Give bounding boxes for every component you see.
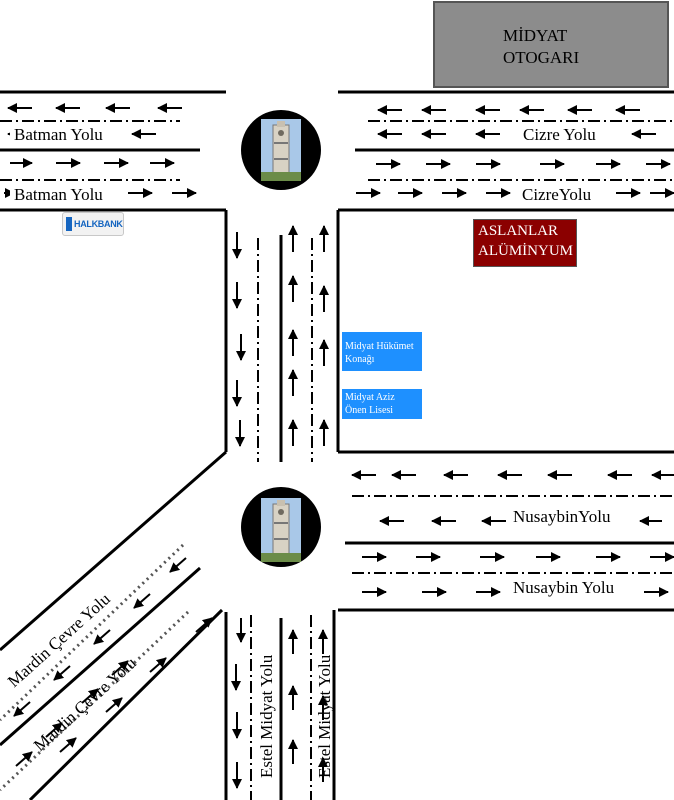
road-label-estel-left: Estel Midyat Yolu <box>257 654 276 778</box>
roundabout-north <box>241 110 321 190</box>
hukumet-label-line-1: Midyat Hükümet <box>345 341 414 352</box>
road-label-nusaybin-top: NusaybinYolu <box>513 507 611 526</box>
hukumet-konagi-building <box>342 332 422 371</box>
aslanlar-aluminyum-shop <box>473 219 577 267</box>
road-label-estel-right: Estel Midyat Yolu <box>315 654 334 778</box>
road-label-cizre-bottom: CizreYolu <box>522 185 592 204</box>
aslanlar-label-line-1: ASLANLAR <box>478 223 559 239</box>
bus-station-building <box>433 1 669 88</box>
clock-tower-icon <box>261 498 301 562</box>
lise-label-line-2: Önen Lisesi <box>345 404 394 416</box>
aslanlar-label-line-2: ALÜMİNYUM <box>478 242 573 259</box>
otogar-label-line-2: OTOGARI <box>503 48 580 67</box>
clock-tower-icon <box>261 119 301 181</box>
road-label-nusaybin-bottom: Nusaybin Yolu <box>513 578 615 597</box>
halkbank-mark-icon <box>66 217 72 231</box>
halkbank-label: HALKBANK <box>74 219 123 229</box>
halkbank-logo <box>62 212 124 236</box>
otogar-label-line-1: MİDYAT <box>503 26 568 45</box>
road-label-batman-bottom: Batman Yolu <box>14 185 103 204</box>
road-label-batman-top: Batman Yolu <box>14 125 103 144</box>
aziz-onen-lisesi-building <box>342 389 422 419</box>
road-label-mardin-lower: Mardin Çevre Yolu <box>29 653 140 755</box>
road-label-mardin-upper: Mardin Çevre Yolu <box>3 589 114 691</box>
lise-label-line-1: Midyat Aziz <box>345 392 395 403</box>
hukumet-label-line-2: Konağı <box>345 353 375 365</box>
roundabout-south <box>241 487 321 567</box>
road-label-cizre-top: Cizre Yolu <box>523 125 596 144</box>
